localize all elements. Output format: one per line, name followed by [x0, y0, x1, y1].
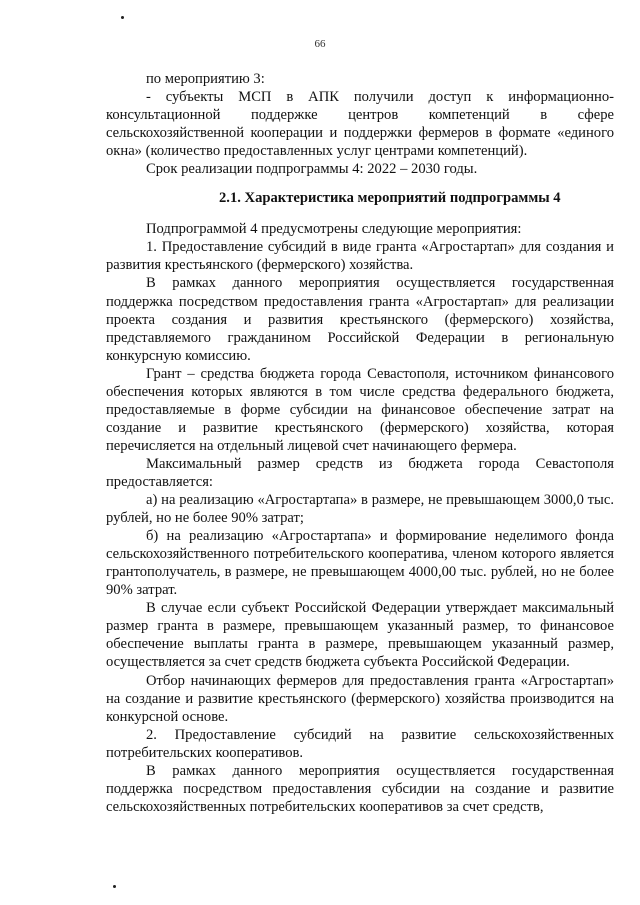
scan-speck [113, 885, 116, 888]
scan-speck [121, 16, 124, 19]
paragraph: - субъекты МСП в АПК получили доступ к информационно-консультационной поддержке центров компетенций в сфере сельскохозяйственной кооперации и поддержки фермеров в формате «единого окна» (количество предоставленных услуг центрами компетенций). [106, 89, 614, 160]
page-number: 66 [314, 38, 326, 50]
paragraph: Максимальный размер средств из бюджета города Севастополя предоставляется: [106, 455, 614, 490]
document-body [106, 70, 614, 816]
paragraph: б) на реализацию «Агростартапа» и формирование неделимого фонда сельскохозяйственного потребительского кооператива, членом которого является грантополучатель, в размере, не превышающем 4000,00 тыс. рублей, но не более 90% затрат. [106, 528, 614, 599]
paragraph: Срок реализации подпрограммы 4: 2022 – 2030 годы. [146, 161, 478, 178]
paragraph: по мероприятию 3: [146, 71, 265, 87]
paragraph: 2. Предоставление субсидий на развитие сельскохозяйственных потребительских кооперативов. [106, 726, 614, 761]
paragraph: Грант – средства бюджета города Севастополя, источником финансового обеспечения которых являются в том числе средства федерального бюджета, предоставляемые в форме субсидии на финансовое обеспечение затрат на создание и развитие крестьянского (фермерского) хозяйства, которая перечисляется на отдельный лицевой счет начинающего фермера. [106, 365, 614, 454]
section-heading: 2.1. Характеристика мероприятий подпрограммы 4 [219, 190, 561, 207]
paragraph: В рамках данного мероприятия осуществляется государственная поддержка посредством предоставления гранта «Агростартап» для реализации проекта создания и развития крестьянского (фермерского) хозяйства, представляемого гражданином Российской Федерации в региональную конкурсную комиссию. [106, 275, 614, 364]
paragraph: Отбор начинающих фермеров для предоставления гранта «Агростартап» на создание и развитие крестьянского (фермерского) хозяйства производится на конкурсной основе. [106, 672, 614, 725]
paragraph: Подпрограммой 4 предусмотрены следующие мероприятия: [146, 221, 522, 238]
paragraph: В рамках данного мероприятия осуществляется государственная поддержка посредством предоставления субсидии на создание и развитие сельскохозяйственных потребительских кооперативов за счет средств, [106, 762, 614, 815]
paragraph: 1. Предоставление субсидий в виде гранта «Агростартап» для создания и развития крестьянского (фермерского) хозяйства. [106, 239, 614, 274]
paragraph: а) на реализацию «Агростартапа» в размере, не превышающем 3000,0 тыс. рублей, но не более 90% затрат; [106, 492, 614, 527]
paragraph: В случае если субъект Российской Федерации утверждает максимальный размер гранта в размере, превышающем указанный размер, то финансовое обеспечение выплаты гранта в размере, превышающем указанный размер, осуществляется за счет средств бюджета субъекта Российской Федерации. [106, 600, 614, 671]
